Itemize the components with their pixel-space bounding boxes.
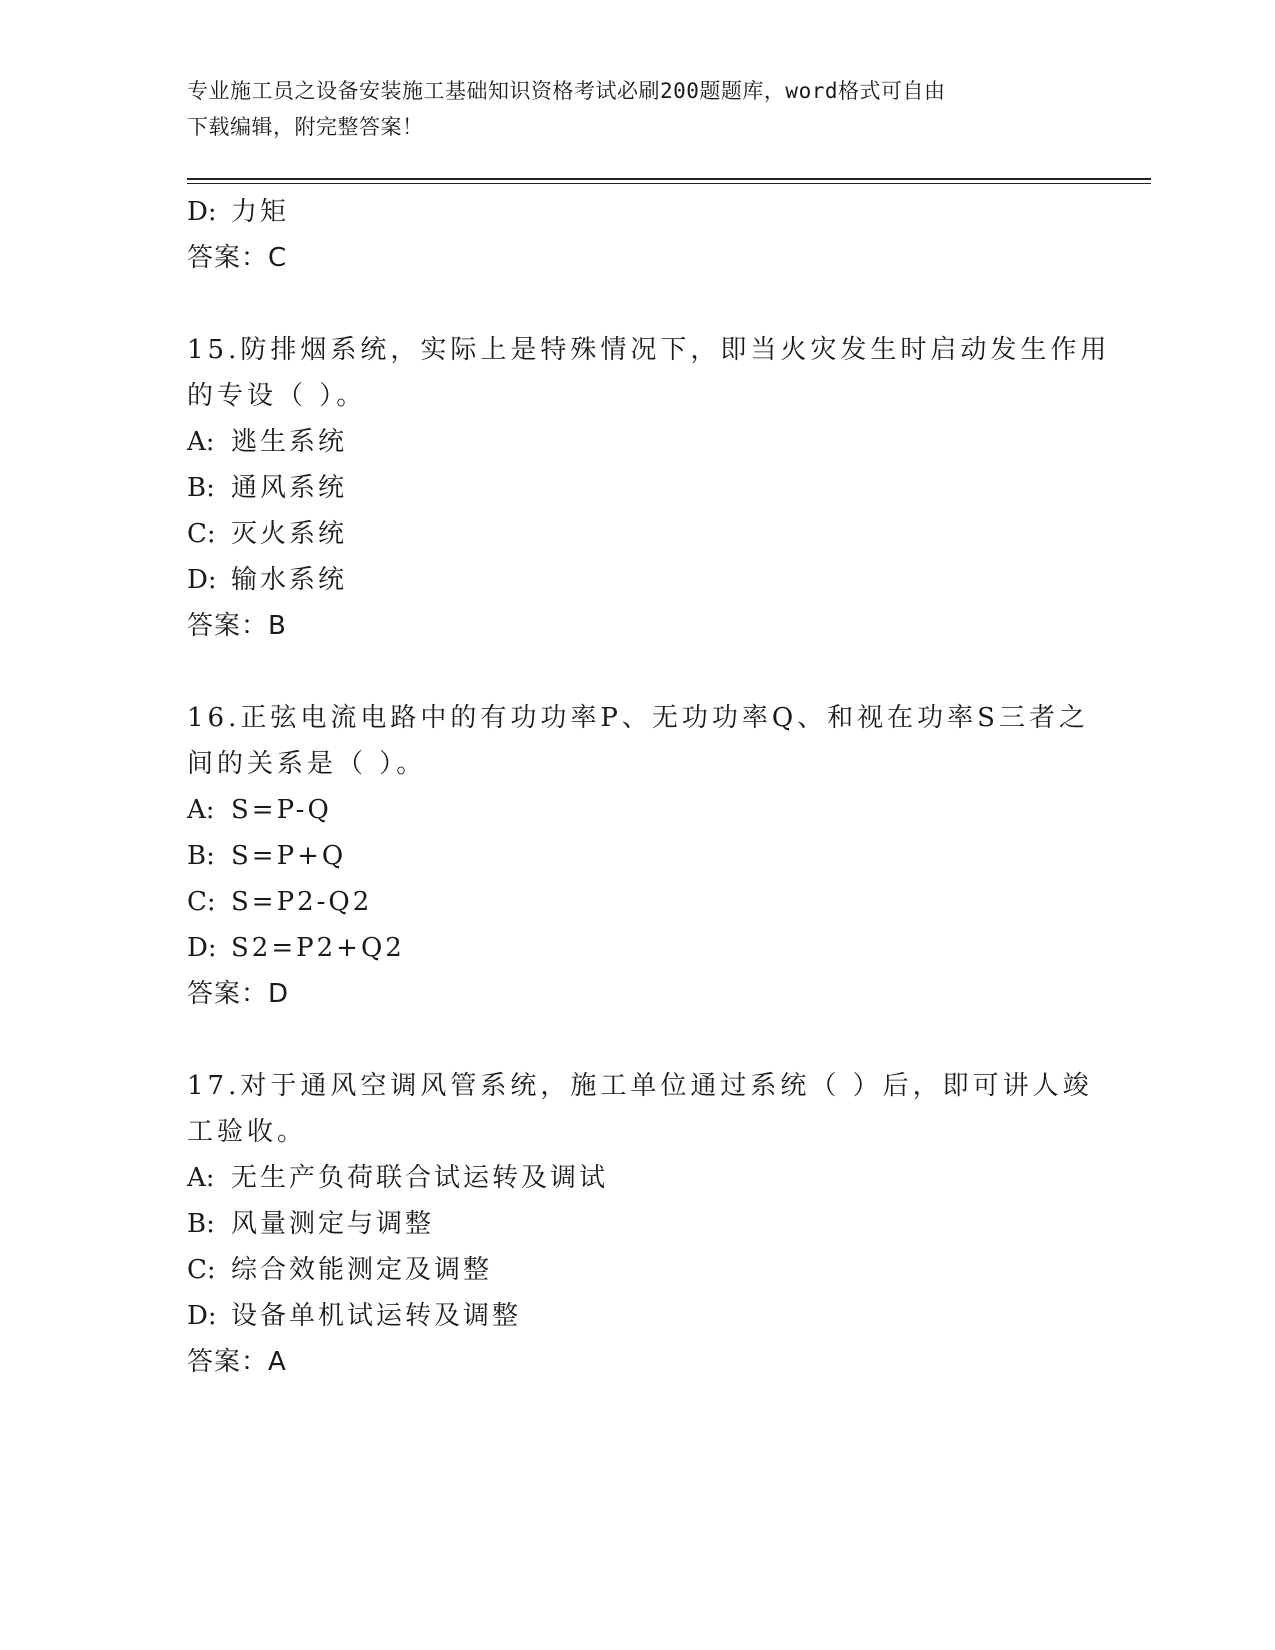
question-stem-line-2: 的专设（ ）。 [187,381,367,411]
option-b [187,1201,1137,1247]
option-text: 风量测定与调整 [231,1209,435,1239]
option-letter: D: [187,565,217,595]
option-letter: C: [187,887,216,917]
question-content [187,189,1137,1385]
option-c [187,1247,1137,1293]
option-letter: B: [187,1209,215,1239]
option-c [187,511,1137,557]
option-text: S=P2-Q2 [231,887,373,917]
option-text: 力矩 [231,197,290,227]
option-text: 逃生系统 [231,427,348,457]
question-16 [187,695,1137,1017]
document-header [187,73,1087,145]
option-letter: A: [187,427,215,457]
question-stem-line-1: 17.对于通风空调风管系统，施工单位通过系统（ ）后，即可讲人竣 [187,1071,1093,1101]
option-a [187,787,1137,833]
spacer [187,649,1137,695]
spacer [187,1017,1137,1063]
option-d [187,925,1137,971]
question-stem-line-2: 间的关系是（ ）。 [187,749,427,779]
option-b [187,833,1137,879]
header-divider-thin [187,183,1151,184]
option-text: 综合效能测定及调整 [231,1255,493,1285]
option-text: 无生产负荷联合试运转及调试 [231,1163,609,1193]
question-15 [187,327,1137,649]
spacer [187,281,1137,327]
option-a [187,1155,1137,1201]
option-text: 通风系统 [231,473,348,503]
option-d [187,557,1137,603]
question-17 [187,1063,1137,1385]
option-text: S=P+Q [231,841,347,871]
option-text: S2=P2+Q2 [231,933,405,963]
question-stem-line-2: 工验收。 [187,1117,308,1147]
option-letter: D: [187,197,217,227]
option-letter: D: [187,933,217,963]
option-text: 灭火系统 [231,519,348,549]
option-text: S=P-Q [231,795,332,825]
option-letter: A: [187,1163,215,1193]
answer-line: 答案：A [187,1347,287,1377]
option-letter: D: [187,1301,217,1331]
header-divider-thick [187,178,1151,180]
option-letter: C: [187,519,216,549]
answer-line: 答案：C [187,243,288,273]
question-stem-line-1: 16.正弦电流电路中的有功功率P、无功功率Q、和视在功率S三者之 [187,703,1089,733]
option-b [187,465,1137,511]
option-letter: B: [187,841,215,871]
answer-line: 答案：D [187,979,290,1009]
option-c [187,879,1137,925]
option-d [187,1293,1137,1339]
option-a [187,419,1137,465]
option-text: 输水系统 [231,565,348,595]
option-letter: B: [187,473,215,503]
header-line-1: 专业施工员之设备安装施工基础知识资格考试必刷200题题库，word格式可自由 [187,79,946,103]
option-letter: A: [187,795,215,825]
header-line-2: 下载编辑，附完整答案！ [187,115,424,139]
option-letter: C: [187,1255,216,1285]
option-text: 设备单机试运转及调整 [231,1301,522,1331]
option-d [187,189,1137,235]
answer-line: 答案：B [187,611,287,641]
question-stem-line-1: 15.防排烟系统，实际上是特殊情况下，即当火灾发生时启动发生作用 [187,335,1111,365]
